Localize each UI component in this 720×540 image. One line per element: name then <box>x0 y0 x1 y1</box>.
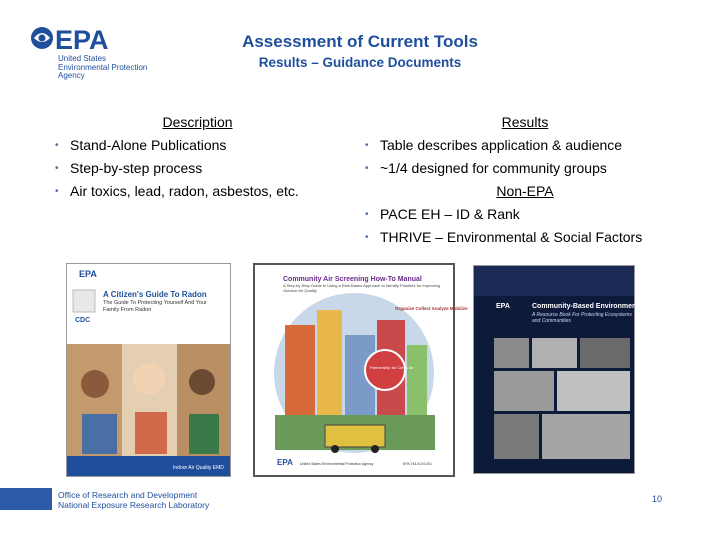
epa-logo-text: EPA <box>55 25 109 55</box>
manual-epa-logo: EPA <box>277 458 293 467</box>
footer-organization <box>58 490 209 510</box>
non-epa-heading: Non-EPA <box>496 183 554 199</box>
manual-title: Community Air Screening How-To Manual <box>283 276 422 283</box>
results-bullet: • Table describes application & audience <box>365 137 623 153</box>
radon-epa-logo: EPA <box>79 269 97 279</box>
agency-line: Agency <box>58 71 85 80</box>
results-bullet: • ~1/4 designed for community groups <box>365 160 607 176</box>
footer-line: Office of Research and Development <box>58 490 198 500</box>
cdc-logo: CDC <box>75 317 91 324</box>
air-screening-manual-cover-image <box>253 263 468 477</box>
community-title: Community-Based Environmental <box>532 303 645 310</box>
community-subtitle: A Resource Book For Protecting Ecosystems and Communities <box>532 312 632 324</box>
description-heading: Description <box>162 114 233 130</box>
footer-line: National Exposure Research Laboratory <box>58 500 210 510</box>
results-heading: Results <box>501 114 549 130</box>
agency-line: Environmental Protection <box>58 62 148 72</box>
manual-steps: Organize Collect Analyze Mobilize <box>395 306 468 311</box>
radon-title: A Citizen's Guide To Radon <box>103 290 207 299</box>
radon-subtitle: The Guide To Protecting Yourself And Your Family From Radon <box>103 300 207 313</box>
description-bullet: • Step-by-step process <box>55 160 203 176</box>
manual-code: EPA 744-B-04-001 <box>403 462 432 466</box>
footer-bar <box>0 488 52 510</box>
non-epa-bullet: • PACE EH – ID & Rank <box>365 206 520 222</box>
manual-badge: Partnership for Clean Air <box>370 365 414 370</box>
description-bullet: • Stand-Alone Publications <box>55 137 227 153</box>
radon-guide-cover-image <box>66 263 231 477</box>
manual-subtitle: A Step-by-Step Guide to Using a Risk-Based Approach to Identify Priorities for Improving Outdoor Air Quality <box>283 283 440 293</box>
community-epa-logo: EPA <box>496 303 510 310</box>
community-environmental-cover-image <box>473 265 645 474</box>
results-column <box>365 111 705 249</box>
page-number: 10 <box>652 494 663 504</box>
description-column <box>55 111 355 203</box>
manual-agency: United States Environmental Protection Agency <box>300 462 374 466</box>
non-epa-bullet: • THRIVE – Environmental & Social Factors <box>365 229 643 245</box>
slide-subtitle: Results – Guidance Documents <box>258 55 462 70</box>
description-bullet: • Air toxics, lead, radon, asbestos, etc. <box>55 183 299 199</box>
slide-title: Assessment of Current Tools <box>242 32 478 51</box>
radon-footer: Indoor Air Quality EMD <box>173 465 224 471</box>
agency-line: United States <box>58 54 107 63</box>
